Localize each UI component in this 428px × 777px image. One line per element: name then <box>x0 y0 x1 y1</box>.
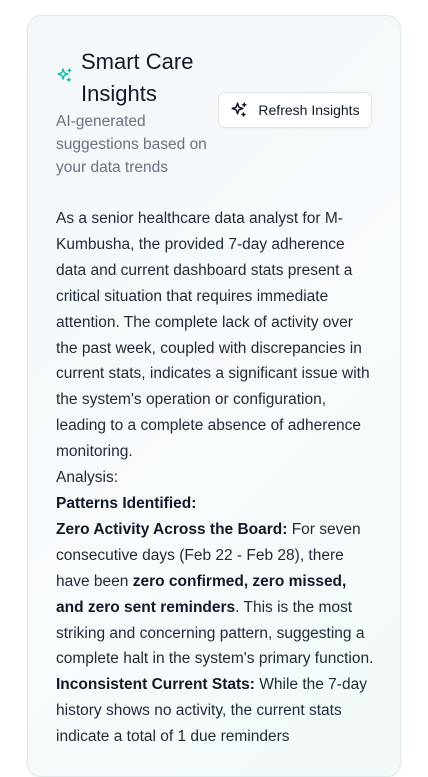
sparkles-icon <box>230 101 248 119</box>
refresh-insights-label: Refresh Insights <box>258 102 360 118</box>
panel-title: Smart Care Insights <box>81 49 194 106</box>
zero-activity-emphasis: zero confirmed, zero missed, and zero sent reminders <box>56 572 347 616</box>
panel-subtitle: AI-generated suggestions based on your data trends <box>56 113 207 176</box>
patterns-heading-text: Patterns Identified: <box>56 494 197 512</box>
zero-activity-heading: Zero Activity Across the Board: <box>56 520 288 538</box>
insight-intro: As a senior healthcare data analyst for M-Kumbusha, the provided 7-day adherence data and current dashboard stats present a critical situation that requires immediate attention. The complete lack of activity over the past week, coupled with discrepancies in current stats, indicates a significant issue with the system's operation or configuration, leading to a complete absence of adherence monitoring. <box>56 210 370 461</box>
insights-content <box>56 206 376 750</box>
refresh-insights-button[interactable] <box>218 92 372 128</box>
inconsistent-stats-item <box>56 672 376 750</box>
analysis-label: Analysis: <box>56 469 119 487</box>
inconsistent-stats-text: While the 7-day history shows no activity, the current stats indicate a total of 1 due reminders <box>56 676 367 746</box>
zero-activity-text-1: For seven consecutive days (Feb 22 - Feb 28), there have been <box>56 520 361 590</box>
patterns-heading <box>56 491 376 517</box>
smart-care-insights-card <box>27 15 401 777</box>
card-header <box>56 46 372 196</box>
zero-activity-text-2: . This is the most striking and concerning pattern, suggesting a complete halt in the system's primary function. <box>56 598 374 668</box>
sparkles-icon <box>56 67 73 84</box>
inconsistent-stats-heading: Inconsistent Current Stats: <box>56 676 255 694</box>
zero-activity-item <box>56 517 376 672</box>
